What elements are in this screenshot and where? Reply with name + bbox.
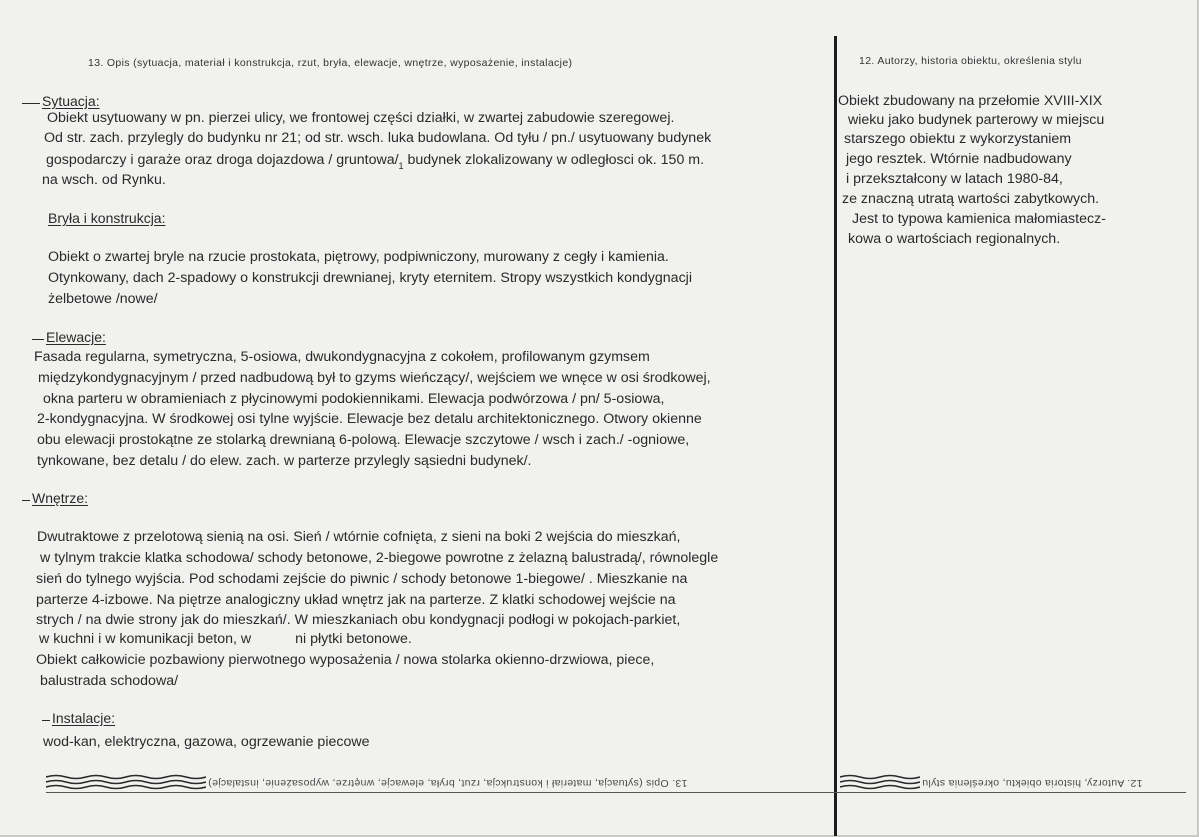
history-line-3: starszego obiektu z wykorzystaniem <box>844 131 1072 147</box>
elewacje-line-3: okna parteru w obramieniach z płycinowymi podokiennikami. Elewacja podwórzowa / pn/ 5-osiowa, <box>43 391 665 407</box>
instalacje-line-1: wod-kan, elektryczna, gazowa, ogrzewanie piecowe <box>43 734 370 750</box>
section-title-bryla: Bryła i konstrukcja: <box>48 210 166 226</box>
wnetrze-line-4: parterze 4-izbowe. Na piętrze analogiczny układ wnętrz jak na parterze. Z klatki schodowej wejście na <box>36 592 676 608</box>
history-line-8: kowa o wartościach regionalnych. <box>848 231 1061 247</box>
wnetrze-line-8: balustrada schodowa/ <box>40 673 179 689</box>
sytuacja-line-3: gospodarczy i garaże oraz droga dojazdowa / gruntowa/$_1$ budynek zlokalizowany w odległosci ok. 150 m. <box>46 152 705 171</box>
section-title-instalacje: Instalacje: <box>42 710 115 726</box>
elewacje-line-2: międzykondygnacyjnym / przed nadbudową był to gzyms wieńczący/, wejściem we wnęce w osi środkowej, <box>38 370 711 386</box>
wnetrze-line-1: Dwutraktowe z przelotową sienią na osi. Sień / wtórnie cofnięta, z sieni na boki 2 wejścia do mieszkań, <box>37 529 681 545</box>
section-title-sytuacja: Sytuacja: <box>22 93 100 109</box>
wnetrze-line-5: strych / na dwie strony jak do mieszkań/. W mieszkaniach obu kondygnacji podłogi w pokojach-parkiet, <box>36 612 681 628</box>
wavy-lines-right <box>840 773 920 793</box>
footer-rule <box>46 792 1186 793</box>
column-divider <box>834 36 837 836</box>
section-title-elewacje: Elewacje: <box>32 329 106 345</box>
sytuacja-line-1: Obiekt usytuowany w pn. pierzei ulicy, we frontowej części działki, w zwartej zabudowie szeregowej. <box>47 110 675 126</box>
elewacje-line-6: tynkowane, bez detalu / do elew. zach. w parterze przylegly sąsiedni budynek/. <box>37 453 532 469</box>
history-line-1: Obiekt zbudowany na przełomie XVIII-XIX <box>838 93 1103 109</box>
sytuacja-line-2: Od str. zach. przylegly do budynku nr 21; od str. wsch. luka budowlana. Od tyłu / pn./ usytuowany budynek <box>44 130 712 146</box>
elewacje-line-5: obu elewacji prostokątne ze stolarką drewnianą 6-polową. Elewacje szczytowe / wsch i zach./ -ogniowe, <box>37 432 690 448</box>
bryla-line-1: Obiekt o zwartej bryle na rzucie prostokata, piętrowy, podpiwniczony, murowany z cegły i kamienia. <box>48 249 669 265</box>
elewacje-line-4: 2-kondygnacyjna. W środkowej osi tylne wyjście. Elewacje bez detalu architektonicznego. Otwory okienne <box>37 411 702 427</box>
wnetrze-line-3: sień do tylnego wyjścia. Pod schodami zejście do piwnic / schody betonowe 1-biegowe/ . Mieszkanie na <box>36 571 688 587</box>
history-line-2: wieku jako budynek parterowy w miejscu <box>848 112 1105 128</box>
description-column-header: 13. Opis (sytuacja, materiał i konstrukcja, rzut, bryła, elewacje, wnętrze, wyposażenie, instalacje) <box>88 57 573 69</box>
history-line-5: i przekształcony w latach 1980-84, <box>846 171 1063 187</box>
wnetrze-line-2: w tylnym trakcie klatka schodowa/ schody betonowe, 2-biegowe powrotne z żelazną balustradą/, równolegle <box>40 550 719 566</box>
elewacje-line-1: Fasada regularna, symetryczna, 5-osiowa, dwukondygnacyjna z cokołem, profilowanym gzymsem <box>34 349 650 365</box>
section-title-wnetrze: Wnętrze: <box>22 490 88 506</box>
history-column-header: 12. Autorzy, historia obiektu, określenia stylu <box>859 55 1082 67</box>
bryla-line-3: żelbetowe /nowe/ <box>48 291 158 307</box>
mirrored-left-header: 13. Opis (sytuacja, materiał i konstrukcja, rzut, bryła, elewacje, wnętrze, wyposażenie, instalacje) <box>208 777 688 789</box>
wnetrze-line-6: w kuchni i w komunikacji beton, w ni płytki betonowe. <box>39 631 412 647</box>
mirrored-right-header: 12. Autorzy, historia obiektu, określenia stylu <box>922 777 1143 789</box>
wavy-lines-left <box>46 773 206 793</box>
history-line-4: jego resztek. Wtórnie nadbudowany <box>846 151 1072 167</box>
history-line-6: ze znaczną utratą wartości zabytkowych. <box>842 191 1100 207</box>
wnetrze-line-7: Obiekt całkowicie pozbawiony pierwotnego wyposażenia / nowa stolarka okienno-drzwiowa, piece, <box>36 652 655 668</box>
history-line-7: Jest to typowa kamienica małomiastecz- <box>852 211 1106 227</box>
bryla-line-2: Otynkowany, dach 2-spadowy o konstrukcji drewnianej, kryty eternitem. Stropy wszystkich kondygnacji <box>48 270 692 286</box>
sytuacja-line-4: na wsch. od Rynku. <box>42 172 166 188</box>
